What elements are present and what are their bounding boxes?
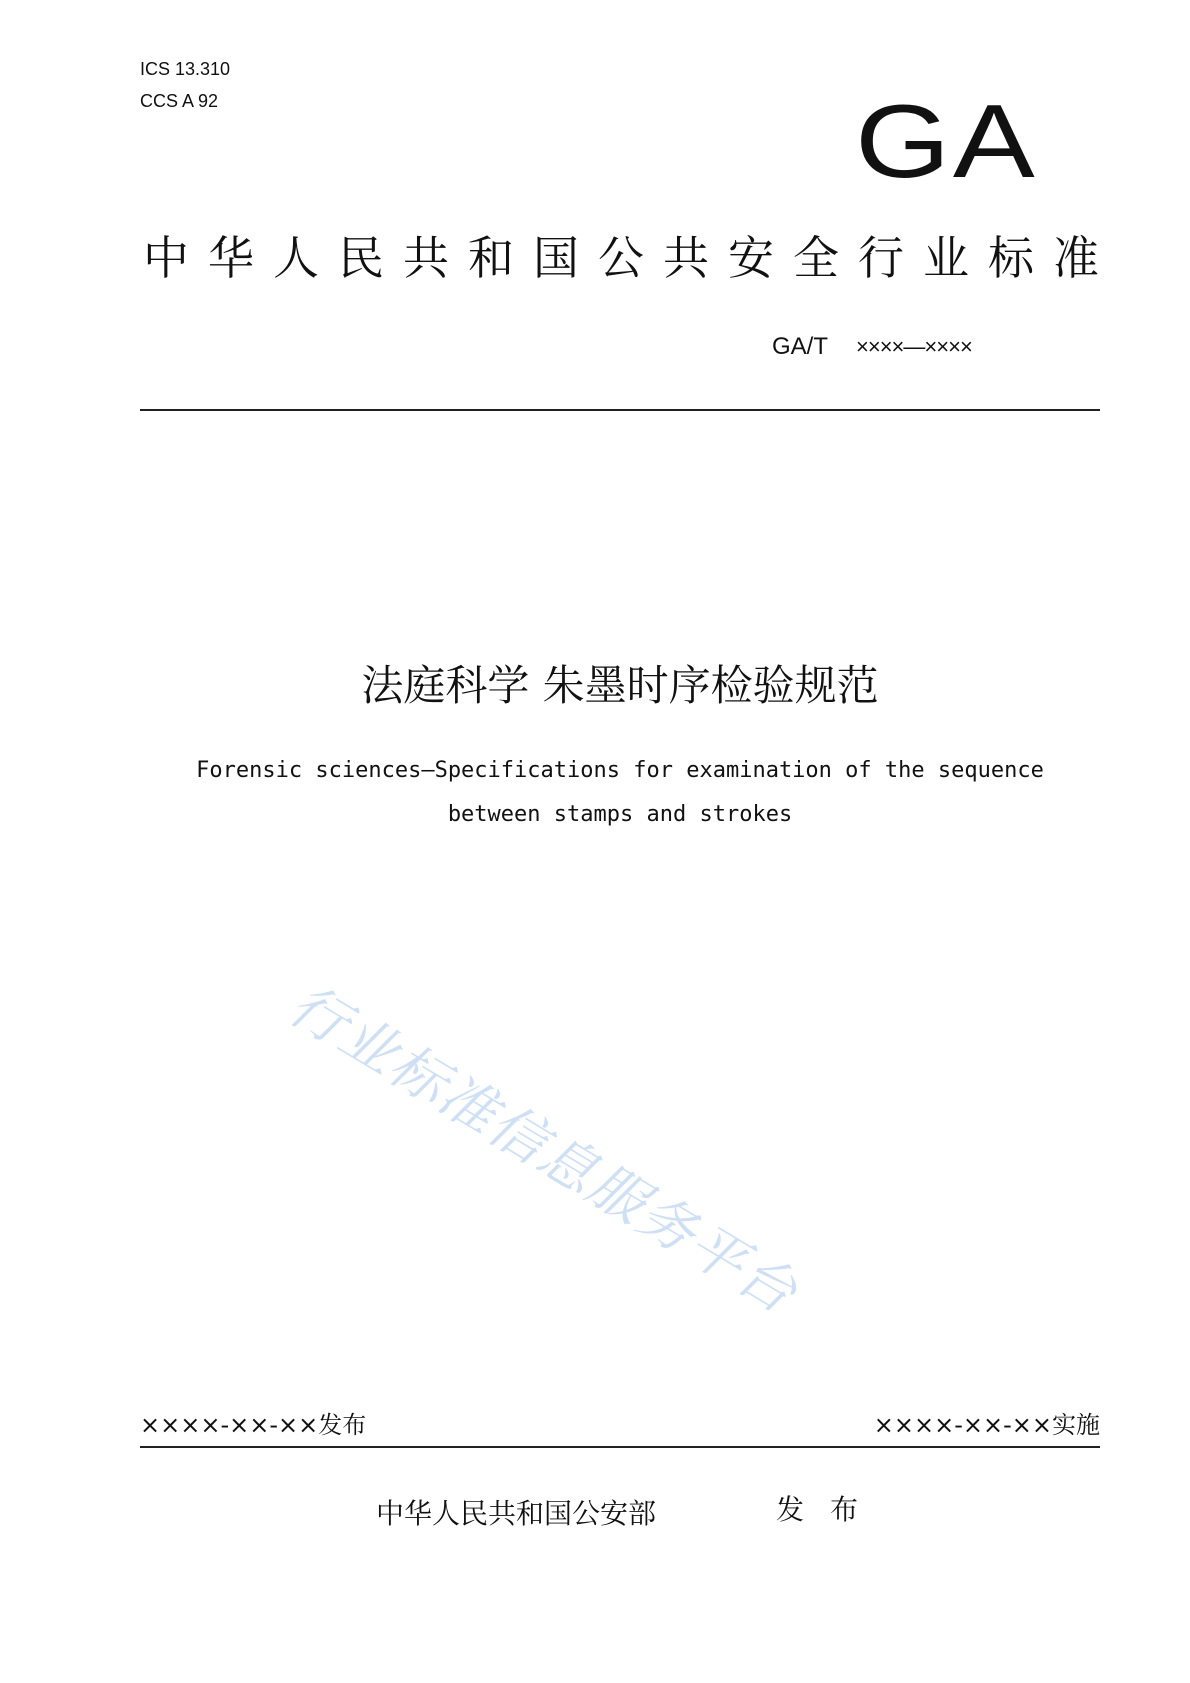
standard-code-number: ××××—×××× <box>856 334 972 359</box>
ics-code: ICS 13.310 <box>140 59 231 79</box>
standard-code-prefix: GA/T <box>772 333 829 360</box>
implementation-date: ××××-××-××实施 <box>873 1411 1100 1439</box>
issuing-authority: 中华人民共和国公安部 <box>376 1497 657 1530</box>
issue-word: 发布 <box>776 1493 885 1526</box>
document-title-zh: 法庭科学 朱墨时序检验规范 <box>361 661 879 710</box>
standard-code <box>772 333 972 361</box>
ga-logo: GA <box>855 84 1038 200</box>
header-divider <box>140 409 1100 411</box>
issue-date: ××××-××-××发布 <box>140 1411 367 1439</box>
document-title-en-line1: Forensic sciences—Specifications for examination of the sequence <box>196 758 1044 783</box>
standard-category-title: 中华人民共和国公共安全行业标准 <box>143 231 1118 285</box>
document-title-en-line2: between stamps and strokes <box>447 802 793 827</box>
ccs-code: CCS A 92 <box>140 91 219 111</box>
footer-divider <box>140 1446 1100 1448</box>
watermark: 行业标准信息服务平台 <box>278 972 809 1327</box>
